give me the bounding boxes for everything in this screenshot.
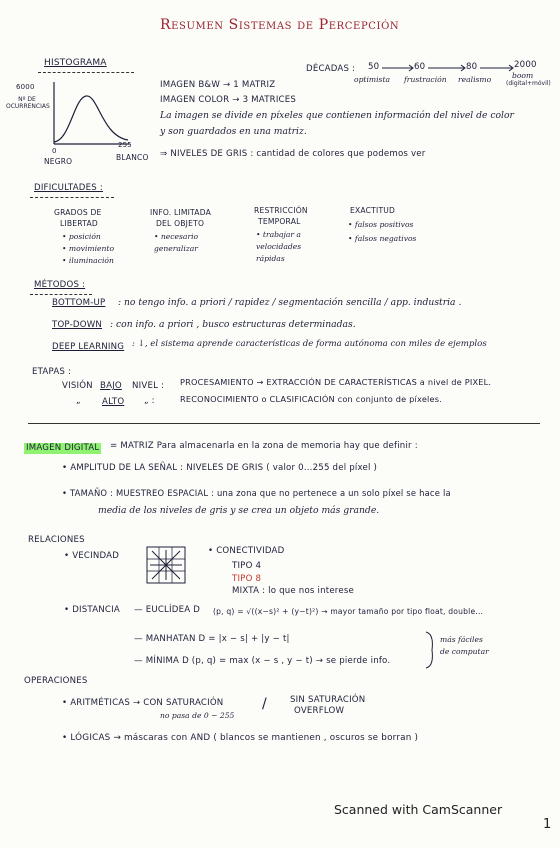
stage-low-prefix: VISIÓN bbox=[62, 381, 93, 391]
page-number: 1 bbox=[543, 817, 552, 832]
difficulty-2-title-1: INFO. LIMITADA bbox=[150, 208, 211, 217]
histogram-y-max: 6000 bbox=[16, 83, 35, 91]
methods-heading: MÉTODOS : bbox=[34, 280, 86, 290]
histogram-x-left: NEGRO bbox=[44, 157, 73, 166]
stage-high-mid: „ : bbox=[144, 396, 155, 406]
histogram-underline bbox=[38, 72, 134, 73]
logic-line: • LÓGICAS → máscaras con AND ( blancos se mantienen , oscuros se borran ) bbox=[62, 733, 419, 743]
histogram-x-min: 0 bbox=[52, 147, 57, 155]
top-down-text: : con info. a priori , busco estructuras determinadas. bbox=[110, 319, 356, 330]
difficulty-4-title: EXACTITUD bbox=[350, 206, 396, 215]
difficulty-2-item: generalizar bbox=[154, 244, 198, 253]
decade-80-note: realismo bbox=[458, 75, 492, 84]
arithmetic-line: • ARITMÉTICAS → CON SATURACIÓN bbox=[62, 698, 224, 708]
connectivity-mixed: MIXTA : lo que nos interese bbox=[232, 586, 355, 596]
decade-50-note: optimista bbox=[354, 75, 391, 84]
difficulty-2-item: • necesario bbox=[154, 232, 199, 241]
image-bw-line: IMAGEN B&W → 1 MATRIZ bbox=[160, 80, 276, 90]
decades-label: DÉCADAS : bbox=[306, 64, 356, 74]
histogram-x-max: 255 bbox=[118, 141, 132, 149]
relations-heading: RELACIONES bbox=[28, 535, 85, 545]
minimum-line: — MÍNIMA D (p, q) = max (x − s , y − t) → se pierde info. bbox=[134, 656, 391, 666]
stage-high-key: ALTO bbox=[102, 397, 125, 407]
difficulties-underline bbox=[30, 197, 114, 198]
difficulty-1-item: • iluminación bbox=[62, 256, 114, 265]
decade-50: 50 bbox=[368, 62, 380, 72]
decades-arrows bbox=[380, 64, 516, 72]
connectivity-label: • CONECTIVIDAD bbox=[208, 546, 285, 556]
difficulty-4-item: • falsos negativos bbox=[348, 234, 417, 243]
histogram-heading: HISTOGRAMA bbox=[44, 58, 107, 68]
neighborhood-diagram bbox=[146, 546, 186, 584]
bottom-up-key: BOTTOM-UP bbox=[52, 298, 106, 308]
difficulty-1-item: • movimiento bbox=[62, 244, 115, 253]
no-saturation-2: OVERFLOW bbox=[294, 706, 345, 716]
stages-heading: ETAPAS : bbox=[32, 367, 72, 377]
size-line-1: • TAMAÑO : MUESTREO ESPACIAL : una zona que no pertenece a un solo píxel se hace la bbox=[62, 488, 451, 498]
decade-2000-sub: (digital+móvil) bbox=[506, 80, 551, 87]
difficulty-4-item: • falsos positivos bbox=[348, 220, 414, 229]
stage-low-key: BAJO bbox=[100, 381, 122, 391]
decade-2000: 2000 bbox=[514, 60, 537, 70]
methods-underline bbox=[30, 294, 92, 295]
stage-low-text: PROCESAMIENTO → EXTRACCIÓN DE CARACTERÍSTICAS a nivel de PIXEL. bbox=[180, 377, 492, 387]
decade-2000-note: boom bbox=[512, 71, 534, 80]
difficulty-1-title-1: GRADOS DE bbox=[54, 208, 102, 217]
distance-label: • DISTANCIA bbox=[64, 605, 120, 615]
manhattan-line: — MANHATAN D = |x − s| + |y − t| bbox=[134, 634, 290, 644]
deep-learning-key: DEEP LEARNING bbox=[52, 342, 125, 352]
amplitude-line: • AMPLITUD DE LA SEÑAL : NIVELES DE GRIS ( valor 0...255 del píxel ) bbox=[62, 463, 378, 473]
top-down-key: TOP-DOWN bbox=[52, 320, 103, 330]
stage-low-mid: NIVEL : bbox=[132, 381, 165, 391]
difficulty-3-item: velocidades bbox=[256, 242, 302, 251]
distance-brace bbox=[424, 630, 436, 670]
digital-image-line: = MATRIZ Para almacenarla en la zona de memoria hay que definir : bbox=[110, 441, 418, 451]
operations-slash: / bbox=[262, 696, 267, 712]
page-title: Resumen Sistemas de Percepción bbox=[160, 17, 400, 33]
difficulty-1-title-2: LIBERTAD bbox=[60, 219, 98, 228]
difficulty-2-title-2: DEL OBJETO bbox=[156, 219, 205, 228]
decade-80: 80 bbox=[466, 62, 478, 72]
section-divider bbox=[28, 423, 540, 424]
euclidean-formula: (p, q) = √((x−s)² + (y−t)²) → mayor tamaño por tipo float, double... bbox=[213, 607, 484, 616]
arithmetic-sub: no pasa de 0 − 255 bbox=[160, 711, 235, 720]
easier-note-2: de computar bbox=[440, 647, 489, 656]
stage-high-text: RECONOCIMIENTO o CLASIFICACIÓN con conjunto de píxeles. bbox=[180, 394, 443, 404]
image-color-line: IMAGEN COLOR → 3 MATRICES bbox=[160, 95, 297, 105]
no-saturation-1: SIN SATURACIÓN bbox=[290, 695, 366, 705]
histogram-x-right: BLANCO bbox=[116, 153, 149, 162]
difficulty-3-item: • trabajar a bbox=[256, 230, 301, 239]
connectivity-type-4: TIPO 4 bbox=[232, 561, 262, 571]
gray-levels-line: ⇒ NIVELES DE GRIS : cantidad de colores que podemos ver bbox=[160, 149, 426, 159]
stage-high-prefix: „ bbox=[76, 396, 81, 406]
size-line-2: media de los niveles de gris y se crea un objeto más grande. bbox=[98, 505, 380, 516]
decade-60: 60 bbox=[414, 62, 426, 72]
difficulty-3-title-1: RESTRICCIÓN bbox=[254, 206, 308, 215]
neighborhood-label: • VECINDAD bbox=[64, 551, 120, 561]
image-para-1: La imagen se divide en píxeles que contienen información del nivel de color bbox=[160, 110, 514, 121]
difficulties-heading: DIFICULTADES : bbox=[34, 183, 103, 193]
difficulty-3-item: rápidas bbox=[256, 254, 285, 263]
histogram-y-label: Nº DE OCURRENCIAS bbox=[6, 96, 50, 110]
difficulty-3-title-2: TEMPORAL bbox=[258, 217, 301, 226]
operations-heading: OPERACIONES bbox=[24, 676, 88, 686]
euclidean-label: — EUCLÍDEA D bbox=[134, 605, 201, 615]
image-para-2: y son guardados en una matriz. bbox=[160, 126, 307, 137]
difficulty-1-item: • posición bbox=[62, 232, 101, 241]
decade-60-note: frustración bbox=[404, 75, 447, 84]
bottom-up-text: : no tengo info. a priori / rapidez / segmentación sencilla / app. industria . bbox=[118, 297, 462, 308]
scanner-watermark: Scanned with CamScanner bbox=[334, 802, 503, 817]
connectivity-type-8: TIPO 8 bbox=[232, 574, 262, 584]
easier-note-1: más fáciles bbox=[440, 635, 483, 644]
digital-image-key: IMAGEN DIGITAL bbox=[26, 443, 100, 453]
deep-learning-text: : ↓, el sistema aprende características de forma autónoma con miles de ejemplos bbox=[132, 339, 487, 349]
